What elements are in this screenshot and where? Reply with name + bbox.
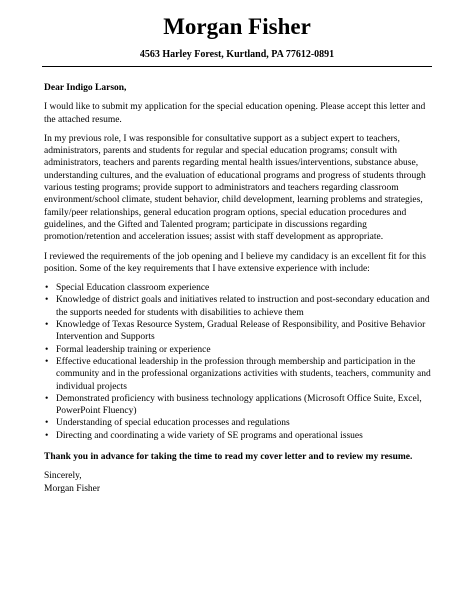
list-item-text: Formal leadership training or experience bbox=[56, 344, 211, 355]
list-item-text: Directing and coordinating a wide variety of SE programs and operational issues bbox=[56, 430, 363, 441]
bullet-icon: • bbox=[45, 418, 49, 429]
experience-paragraph: In my previous role, I was responsible for consultative support as a subject expert to teachers, administrators, parents and students for regular and special education programs; consult with administrators, teachers and parents regarding mental health issues/interventions, substance abuse, understanding cultures, and the evaluation of educational programs and progress of students through various testing programs; provide support to administrators and teachers regarding classroom environment/school climate, student behavior, child development, learning problems and strategies, family/peer relationships, general education program options, special education procedures and guidelines, and the Gifted and Talented program; participate in discussions regarding promotion/retention and acceleration issues; assist with staff development as appropriate. bbox=[44, 133, 426, 243]
bullet-icon: • bbox=[45, 295, 49, 306]
list-item bbox=[44, 430, 433, 442]
salutation: Dear Indigo Larson, bbox=[44, 83, 127, 93]
signature-name: Morgan Fisher bbox=[44, 483, 101, 494]
intro-paragraph: I would like to submit my application for the special education opening. Please accept this letter and the attached resume. bbox=[44, 102, 426, 125]
list-item bbox=[44, 319, 433, 344]
list-item bbox=[44, 344, 433, 356]
list-item bbox=[44, 356, 433, 393]
requirements-list bbox=[44, 282, 433, 442]
list-item-text: Knowledge of Texas Resource System, Gradual Release of Responsibility, and Positive Behavior Intervention and Supports bbox=[56, 320, 426, 343]
list-item-text: Demonstrated proficiency with business technology applications (Microsoft Office Suite, Excel, PowerPoint Fluency) bbox=[56, 393, 422, 417]
letter-body bbox=[44, 82, 433, 495]
requirements-intro-paragraph: I reviewed the requirements of the job opening and I believe my candidacy is an excellent fit for this position. Some of the key requirements that I have extensive experience with include: bbox=[44, 251, 426, 274]
bullet-icon: • bbox=[45, 283, 49, 294]
applicant-name: Morgan Fisher bbox=[163, 14, 311, 39]
list-item bbox=[44, 294, 433, 319]
list-item-text: Effective educational leadership in the profession through membership and participation in the community and in the professional organizations activities with students, teachers, community and individual projects bbox=[56, 356, 431, 392]
list-item-text: Special Education classroom experience bbox=[56, 283, 210, 294]
closing: Sincerely, bbox=[44, 471, 82, 482]
list-item-text: Understanding of special education processes and regulations bbox=[56, 418, 290, 429]
list-item bbox=[44, 393, 433, 418]
bullet-icon: • bbox=[45, 430, 49, 441]
list-item bbox=[44, 417, 433, 429]
header-divider bbox=[42, 66, 432, 67]
bullet-icon: • bbox=[45, 393, 49, 404]
applicant-address: 4563 Harley Forest, Kurtland, PA 77612-0891 bbox=[139, 49, 335, 60]
thank-you-statement: Thank you in advance for taking the time to read my cover letter and to review my resume. bbox=[44, 452, 413, 463]
bullet-icon: • bbox=[45, 320, 49, 331]
bullet-icon: • bbox=[45, 356, 49, 367]
bullet-icon: • bbox=[45, 344, 49, 355]
signoff bbox=[44, 470, 433, 495]
list-item-text: Knowledge of district goals and initiatives related to instruction and post-secondary education and the supports needed for students with disabilities to achieve them bbox=[56, 295, 430, 318]
list-item bbox=[44, 282, 433, 294]
